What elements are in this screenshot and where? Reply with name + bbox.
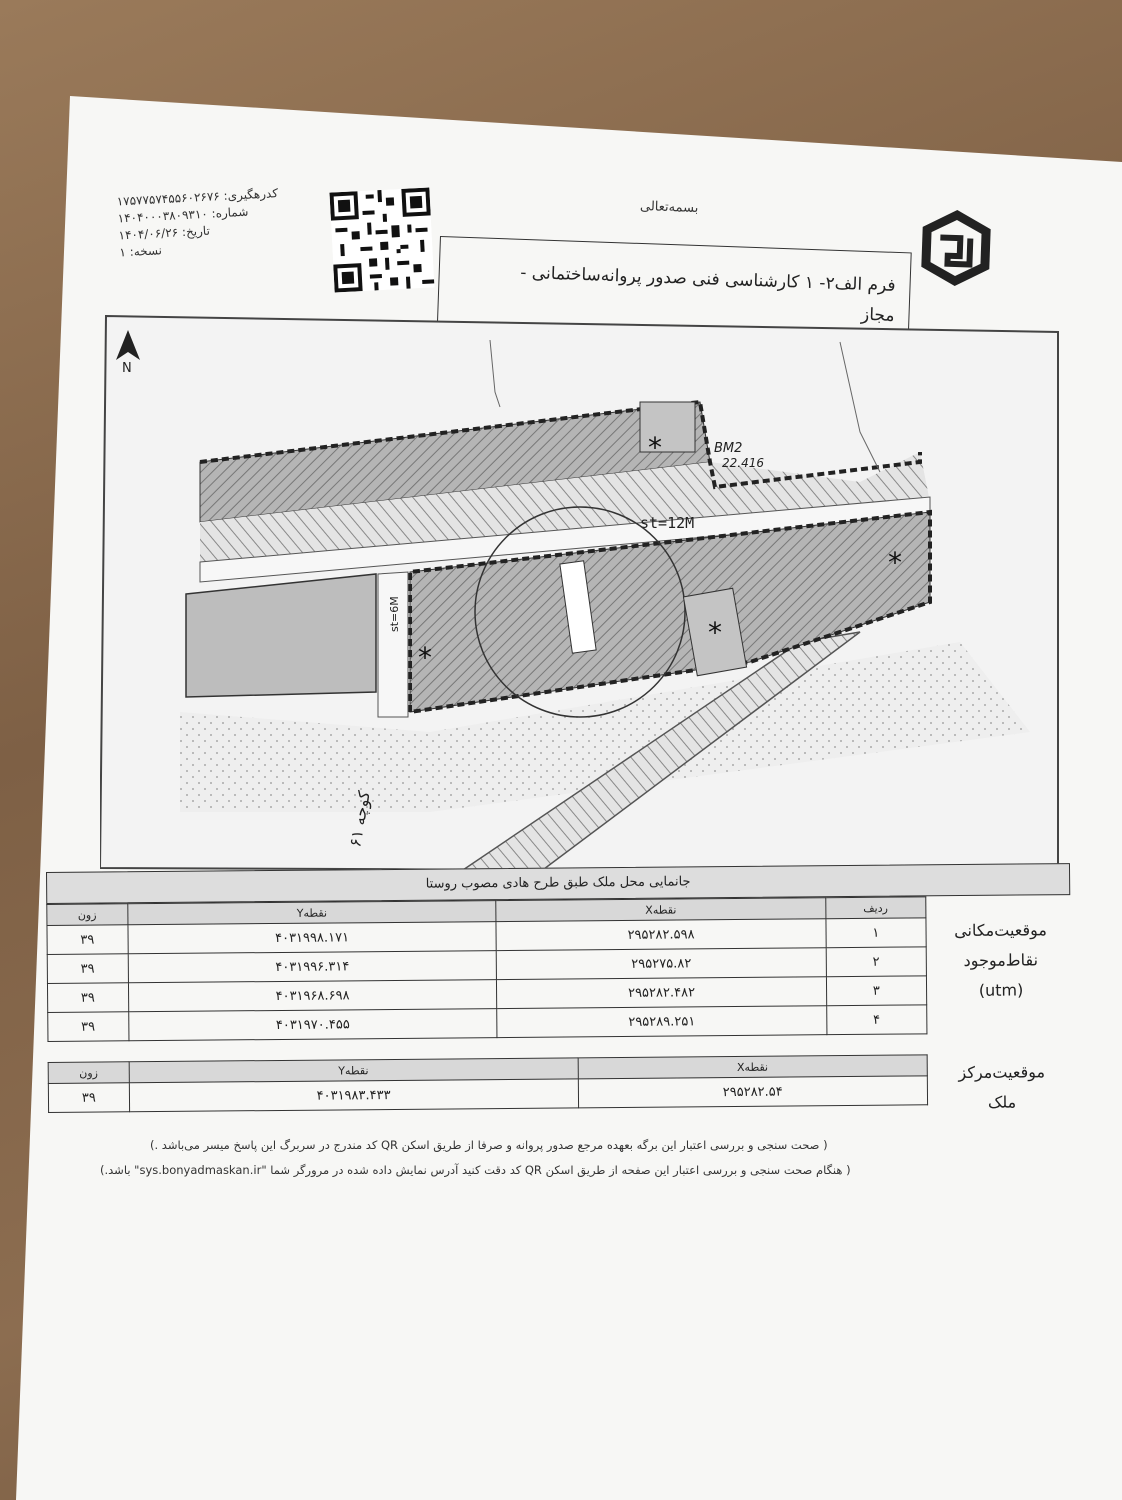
document-version: نسخه: ۱ (119, 243, 163, 260)
form-title-line1: فرم الف۲- ۱ کارشناسی فنی صدور پروانه‌ساختمانی - (519, 262, 896, 296)
center-table (48, 1054, 928, 1113)
points-label-line2: نقاط‌موجود (963, 950, 1039, 970)
security-note: ( هنگام صحت سنجی و بررسی اعتبار این صفحه از طریق اسکن QR کد دقت کنید آدرس نمایش داده شده در مرورگر شما "sys.bonyadmaskan.ir" باشد.) (100, 1163, 851, 1177)
tracking-info (116, 183, 329, 262)
site-plan-map (100, 312, 1060, 872)
validation-note: ( صحت سنجی و بررسی اعتبار این برگه بعهده مرجع صدور پروانه و صرفا از طریق اسکن QR کد مندرج در سربرگ این پاسخ میسر می‌باشد .) (150, 1138, 828, 1152)
row-cell: ۳ (826, 976, 927, 1006)
points-table (46, 896, 927, 1042)
x-cell: ۲۹۵۲۸۲.۵۹۸ (496, 919, 825, 951)
tracking-code: کدرهگیری: ۱۷۵۷۷۵۷۴۵۵۶۰۲۶۷۶ (116, 186, 279, 209)
header-zone: زون (47, 904, 128, 926)
points-label-line1: موقعیت‌مکانی (954, 920, 1048, 941)
zone-cell: ۳۹ (47, 954, 128, 984)
bonyad-maskan-logo (917, 207, 996, 290)
side-street (378, 572, 408, 717)
form-title-line2: مجاز (860, 304, 895, 326)
header-x: Xنقطه (496, 898, 825, 922)
benchmark-label: BM2 (714, 441, 743, 456)
asterisk-marker: * (708, 616, 722, 649)
asterisk-marker: * (888, 546, 902, 579)
zone-cell: ۳۹ (47, 983, 128, 1013)
document-date: تاریخ: ۱۴۰۴/۰۶/۲۶ (118, 223, 211, 243)
points-label (932, 915, 1069, 1006)
x-cell: ۲۹۵۲۷۵.۸۲ (497, 948, 826, 980)
points-label-line3: (utm) (978, 980, 1024, 1000)
center-label-line2: ملک (987, 1092, 1017, 1112)
center-x-cell: ۲۹۵۲۸۲.۵۴ (578, 1076, 928, 1108)
basmala: بسمه‌تعالی (639, 198, 699, 217)
benchmark-value: 22.416 (722, 456, 764, 470)
center-y-cell: ۴۰۳۱۹۸۳.۴۳۳ (129, 1079, 578, 1112)
center-header-x: Xنقطه (578, 1055, 928, 1079)
header-row: ردیف (825, 897, 926, 919)
zone-cell: ۳۹ (48, 1012, 129, 1042)
x-cell: ۲۹۵۲۸۲.۴۸۲ (497, 977, 826, 1009)
y-cell: ۴۰۳۱۹۹۶.۳۱۴ (128, 951, 497, 983)
center-header-y: Yنقطه (129, 1058, 578, 1083)
y-cell: ۴۰۳۱۹۹۸.۱۷۱ (128, 922, 497, 954)
asterisk-marker: * (418, 641, 432, 674)
document-number: شماره: ۱۴۰۴۰۰۰۳۸۰۹۳۱۰ (117, 204, 249, 226)
y-cell: ۴۰۳۱۹۶۸.۶۹۸ (128, 980, 497, 1012)
zone-cell: ۳۹ (47, 925, 128, 955)
center-header-zone: زون (48, 1062, 129, 1084)
center-label (934, 1057, 1071, 1118)
x-cell: ۲۹۵۲۸۹.۲۵۱ (497, 1006, 826, 1038)
qr-code (329, 187, 434, 292)
header-y: Yنقطه (127, 901, 496, 925)
street-label: st=12M (640, 514, 695, 532)
row-cell: ۱ (825, 918, 926, 948)
place-label: کوچه ۶۱ (345, 789, 374, 849)
west-parcel (186, 574, 376, 697)
y-cell: ۴۰۳۱۹۷۰.۴۵۵ (128, 1009, 497, 1041)
center-zone-cell: ۳۹ (48, 1083, 129, 1113)
table-caption: جانمایی محل ملک طبق طرح هادی مصوب روستا (46, 863, 1070, 904)
coordinates-section (46, 863, 1072, 1122)
side-street-label: st=6M (388, 596, 401, 632)
row-cell: ۲ (826, 947, 927, 977)
row-cell: ۴ (826, 1005, 927, 1035)
center-label-line1: موقعیت‌مرکز (958, 1062, 1046, 1083)
north-label: N (122, 361, 132, 376)
asterisk-marker: * (648, 431, 662, 464)
